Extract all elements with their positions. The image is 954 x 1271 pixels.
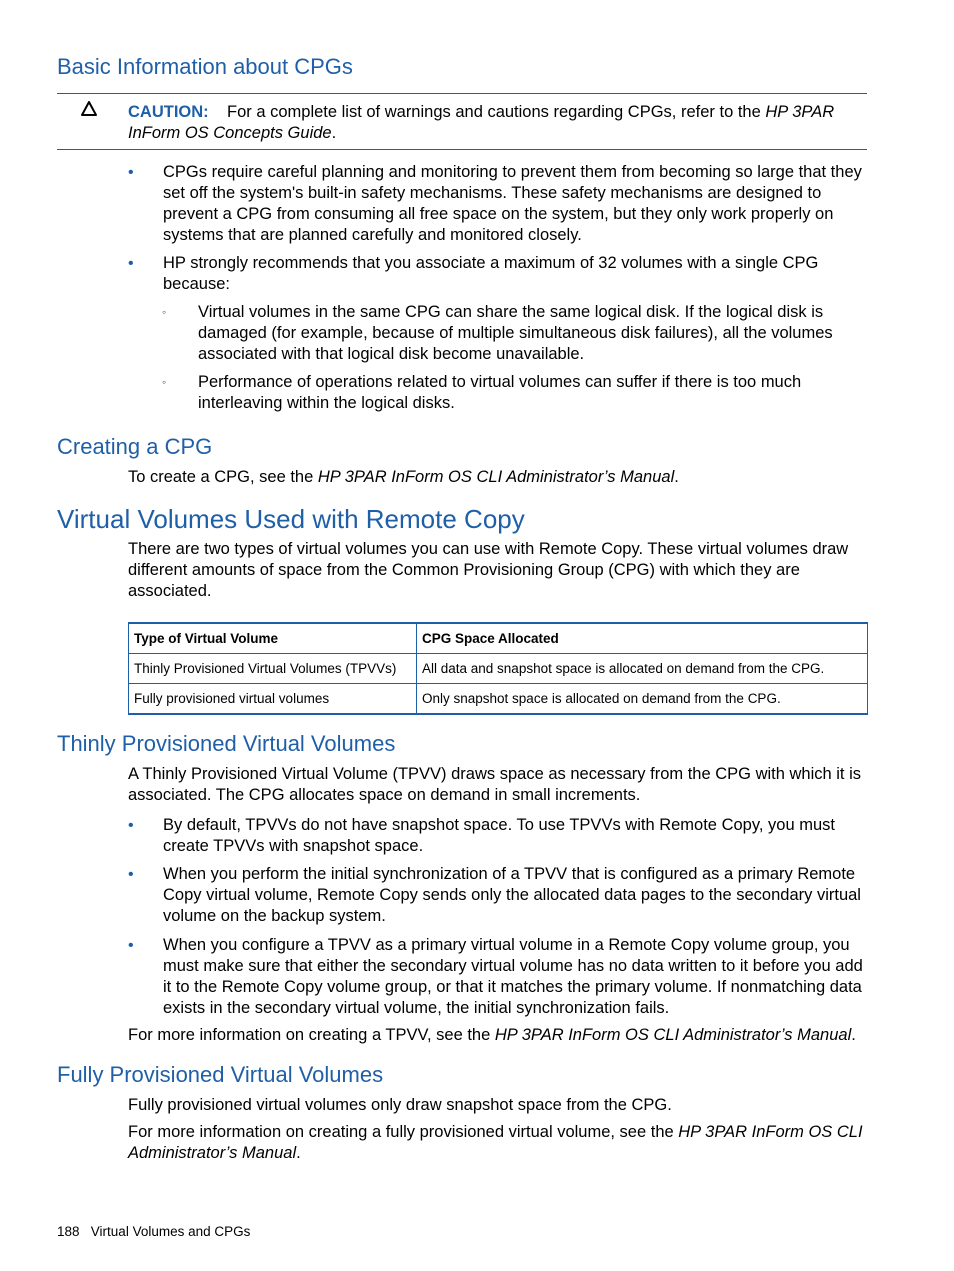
hollow-circle-bullet-icon: ◦ xyxy=(162,375,167,389)
sub-list-item: Virtual volumes in the same CPG can share the same logical disk. If the logical disk is damaged (for example, because of multiple simultaneous disk failures), all the volumes associated with that logical disk become unavailable. xyxy=(198,303,833,363)
table-row xyxy=(129,684,868,715)
table-cell: Only snapshot space is allocated on demand from the CPG. xyxy=(417,684,868,715)
table-header-cell: Type of Virtual Volume xyxy=(129,623,417,654)
creating-cpg-text-end: . xyxy=(674,468,679,486)
volume-types-table xyxy=(128,622,868,715)
table-cell: Thinly Provisioned Virtual Volumes (TPVVs) xyxy=(129,654,417,684)
chapter-section-heading-remote-copy: Virtual Volumes Used with Remote Copy xyxy=(57,504,525,534)
section-heading-full: Fully Provisioned Virtual Volumes xyxy=(57,1062,384,1087)
caution-doc-title: HP 3PAR InForm OS Concepts Guide xyxy=(128,103,835,142)
full-intro: Fully provisioned virtual volumes only draw snapshot space from the CPG. xyxy=(128,1096,672,1114)
thin-intro: A Thinly Provisioned Virtual Volume (TPVV) draws space as necessary from the CPG with which it is associated. The CPG allocates space on demand in small increments. xyxy=(128,765,862,804)
list-item: By default, TPVVs do not have snapshot space. To use TPVVs with Remote Copy, you must create TPVVs with snapshot space. xyxy=(163,816,835,855)
bullet-dot-icon: • xyxy=(128,937,134,954)
caution-text-end: . xyxy=(331,124,337,142)
full-more-info-start: For more information on creating a fully provisioned virtual volume, see the xyxy=(128,1123,679,1141)
table-row xyxy=(129,654,868,684)
warning-triangle-icon xyxy=(80,100,98,118)
thin-more-info xyxy=(128,1025,868,1046)
caution-text: For a complete list of warnings and cautions regarding CPGs, refer to the xyxy=(227,103,766,121)
thin-more-info-start: For more information on creating a TPVV, see the xyxy=(128,1026,495,1044)
creating-cpg-text xyxy=(128,467,868,488)
list-item: HP strongly recommends that you associate a maximum of 32 volumes with a single CPG because: xyxy=(163,254,819,293)
page-footer xyxy=(57,1222,250,1242)
section-heading-creating-cpg: Creating a CPG xyxy=(57,434,213,459)
table-header-row xyxy=(129,623,868,654)
bullet-dot-icon: • xyxy=(128,817,134,834)
footer-chapter-title: Virtual Volumes and CPGs xyxy=(90,1224,251,1239)
table-header-cell: CPG Space Allocated xyxy=(417,623,868,654)
table-cell: All data and snapshot space is allocated on demand from the CPG. xyxy=(417,654,868,684)
bullet-dot-icon: • xyxy=(128,255,134,272)
list-item: When you configure a TPVV as a primary virtual volume in a Remote Copy volume group, you must make sure that either the secondary virtual volume has no data written to it before you add it to the Remote Copy volume group, or that it matches the primary volume. If nonmatching data exists in the secondary virtual volume, the initial synchronization fails. xyxy=(163,936,863,1017)
bullet-dot-icon: • xyxy=(128,866,134,883)
bullet-dot-icon: • xyxy=(128,164,134,181)
hollow-circle-bullet-icon: ◦ xyxy=(162,305,167,319)
full-more-info xyxy=(128,1122,868,1164)
creating-cpg-text-start: To create a CPG, see the xyxy=(128,468,318,486)
sub-list-item: Performance of operations related to virtual volumes can suffer if there is too much interleaving within the logical disks. xyxy=(198,373,802,412)
creating-cpg-doc-title: HP 3PAR InForm OS CLI Administrator’s Manual xyxy=(317,468,675,486)
list-item: When you perform the initial synchronization of a TPVV that is configured as a primary Remote Copy virtual volume, Remote Copy sends only the allocated data pages to the secondary virtual volume on the backup system. xyxy=(163,865,861,925)
caution-note xyxy=(128,102,868,144)
table-cell: Fully provisioned virtual volumes xyxy=(129,684,417,715)
page-number: 188 xyxy=(57,1224,80,1239)
thin-more-info-doc-title: HP 3PAR InForm OS CLI Administrator’s Manual xyxy=(494,1026,852,1044)
list-item: CPGs require careful planning and monitoring to prevent them from becoming so large that they set off the system's built-in safety mechanisms. These safety mechanisms are designed to prevent a CPG from consuming all free space on the system, but they only work properly on systems that are planned carefully and monitored closely. xyxy=(163,163,862,244)
caution-label: CAUTION: xyxy=(128,103,209,121)
section-heading-cpg-basics: Basic Information about CPGs xyxy=(57,54,353,79)
section-heading-thin: Thinly Provisioned Virtual Volumes xyxy=(57,731,396,756)
full-more-info-doc-title: HP 3PAR InForm OS CLI Administrator’s Manual xyxy=(128,1123,863,1162)
full-more-info-end: . xyxy=(296,1144,301,1162)
remote-copy-intro: There are two types of virtual volumes you can use with Remote Copy. These virtual volumes draw different amounts of space from the Common Provisioning Group (CPG) with which they are associated. xyxy=(128,540,849,600)
caution-top-rule xyxy=(57,93,867,94)
caution-bottom-rule xyxy=(57,149,867,150)
thin-more-info-end: . xyxy=(851,1026,856,1044)
